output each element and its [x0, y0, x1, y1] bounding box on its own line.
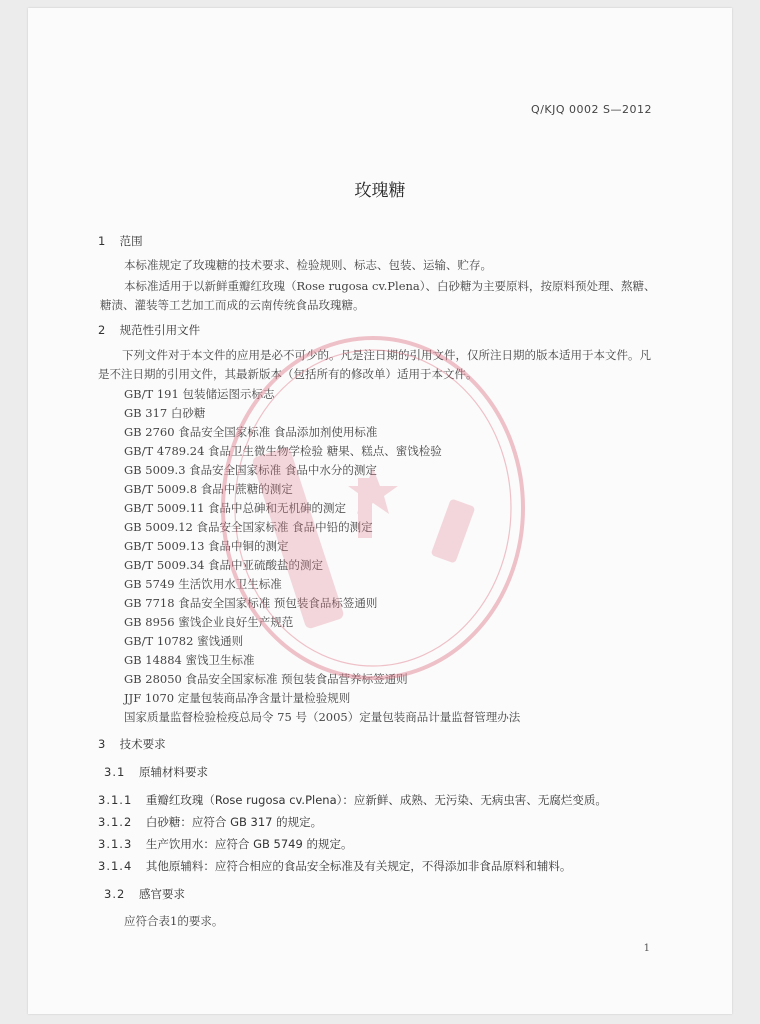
section-number: 1	[98, 234, 106, 248]
reference-item: GB 5749 生活饮用水卫生标准	[124, 577, 282, 591]
requirement-item	[98, 792, 607, 808]
section-number: 2	[98, 323, 106, 337]
page-number: 1	[643, 943, 650, 954]
requirement-item	[98, 836, 352, 852]
reference-item: GB 2760 食品安全国家标准 食品添加剂使用标准	[124, 425, 378, 439]
reference-item: 国家质量监督检验检疫总局令 75 号（2005）定量包装商品计量监督管理办法	[124, 710, 521, 724]
subsection-number: 3.1	[104, 765, 126, 779]
subsection-number: 3.2	[104, 887, 126, 901]
references-intro: 下列文件对于本文件的应用是必不可少的。凡是注日期的引用文件，仅所注日期的版本适用于本文件。凡是不注日期的引用文件，其最新版本（包括所有的修改单）适用于本文件。	[98, 348, 651, 381]
subsection-title: 原辅材料要求	[138, 765, 208, 779]
reference-item: GB/T 4789.24 食品卫生微生物学检验 糖果、糕点、蜜饯检验	[124, 444, 442, 458]
reference-item: GB/T 5009.34 食品中亚硫酸盐的测定	[124, 558, 324, 572]
reference-item: GB 5009.12 食品安全国家标准 食品中铅的测定	[124, 520, 373, 534]
reference-item: GB 8956 蜜饯企业良好生产规范	[124, 615, 294, 629]
item-number: 3.1.1	[98, 793, 133, 807]
section-number: 3	[98, 737, 106, 751]
reference-item: GB 317 白砂糖	[124, 406, 206, 420]
section-3-heading	[98, 736, 166, 752]
item-number: 3.1.3	[98, 837, 133, 851]
item-number: 3.1.2	[98, 815, 133, 829]
section-title: 范围	[119, 234, 143, 248]
subsection-3-1-heading	[104, 764, 208, 780]
reference-item: GB 28050 食品安全国家标准 预包装食品营养标签通则	[124, 672, 408, 686]
reference-item: GB 14884 蜜饯卫生标准	[124, 653, 255, 667]
reference-item: GB 5009.3 食品安全国家标准 食品中水分的测定	[124, 463, 377, 477]
requirement-item	[98, 858, 571, 874]
document-page	[28, 8, 732, 1014]
reference-item: GB/T 191 包装储运图示标志	[124, 387, 275, 401]
standard-code: Q/KJQ 0002 S—2012	[531, 103, 652, 116]
subsection-title: 感官要求	[138, 887, 185, 901]
item-text: 白砂糖：应符合 GB 317 的规定。	[145, 815, 323, 829]
subsection-3-2-heading	[104, 886, 185, 902]
requirement-item	[98, 814, 322, 830]
reference-item: GB/T 5009.8 食品中蔗糖的测定	[124, 482, 293, 496]
reference-item: GB/T 5009.11 食品中总砷和无机砷的测定	[124, 501, 347, 515]
sensory-requirement-text: 应符合表1的要求。	[124, 914, 224, 928]
reference-item: GB/T 5009.13 食品中铜的测定	[124, 539, 289, 553]
item-text: 重瓣红玫瑰（Rose rugosa cv.Plena）：应新鲜、成熟、无污染、无病虫害、无腐烂变质。	[145, 793, 607, 807]
item-text: 其他原辅料：应符合相应的食品安全标准及有关规定，不得添加非食品原料和辅料。	[145, 859, 572, 873]
item-text: 生产饮用水：应符合 GB 5749 的规定。	[145, 837, 353, 851]
reference-item: GB 7718 食品安全国家标准 预包装食品标签通则	[124, 596, 378, 610]
scope-paragraph-2: 本标准适用于以新鲜重瓣红玫瑰（Rose rugosa cv.Plena）、白砂糖为主要原料，按原料预处理、熬糖、糖渍、灌装等工艺加工而成的云南传统食品玫瑰糖。	[100, 279, 656, 312]
section-1-heading	[98, 233, 143, 249]
reference-item: JJF 1070 定量包装商品净含量计量检验规则	[124, 691, 351, 705]
document-title: 玫瑰糖	[354, 181, 406, 201]
section-2-heading	[98, 322, 200, 338]
section-title: 规范性引用文件	[119, 323, 201, 337]
reference-item: GB/T 10782 蜜饯通则	[124, 634, 244, 648]
item-number: 3.1.4	[98, 859, 133, 873]
section-title: 技术要求	[119, 737, 166, 751]
scope-paragraph-1: 本标准规定了玫瑰糖的技术要求、检验规则、标志、包装、运输、贮存。	[124, 258, 492, 272]
